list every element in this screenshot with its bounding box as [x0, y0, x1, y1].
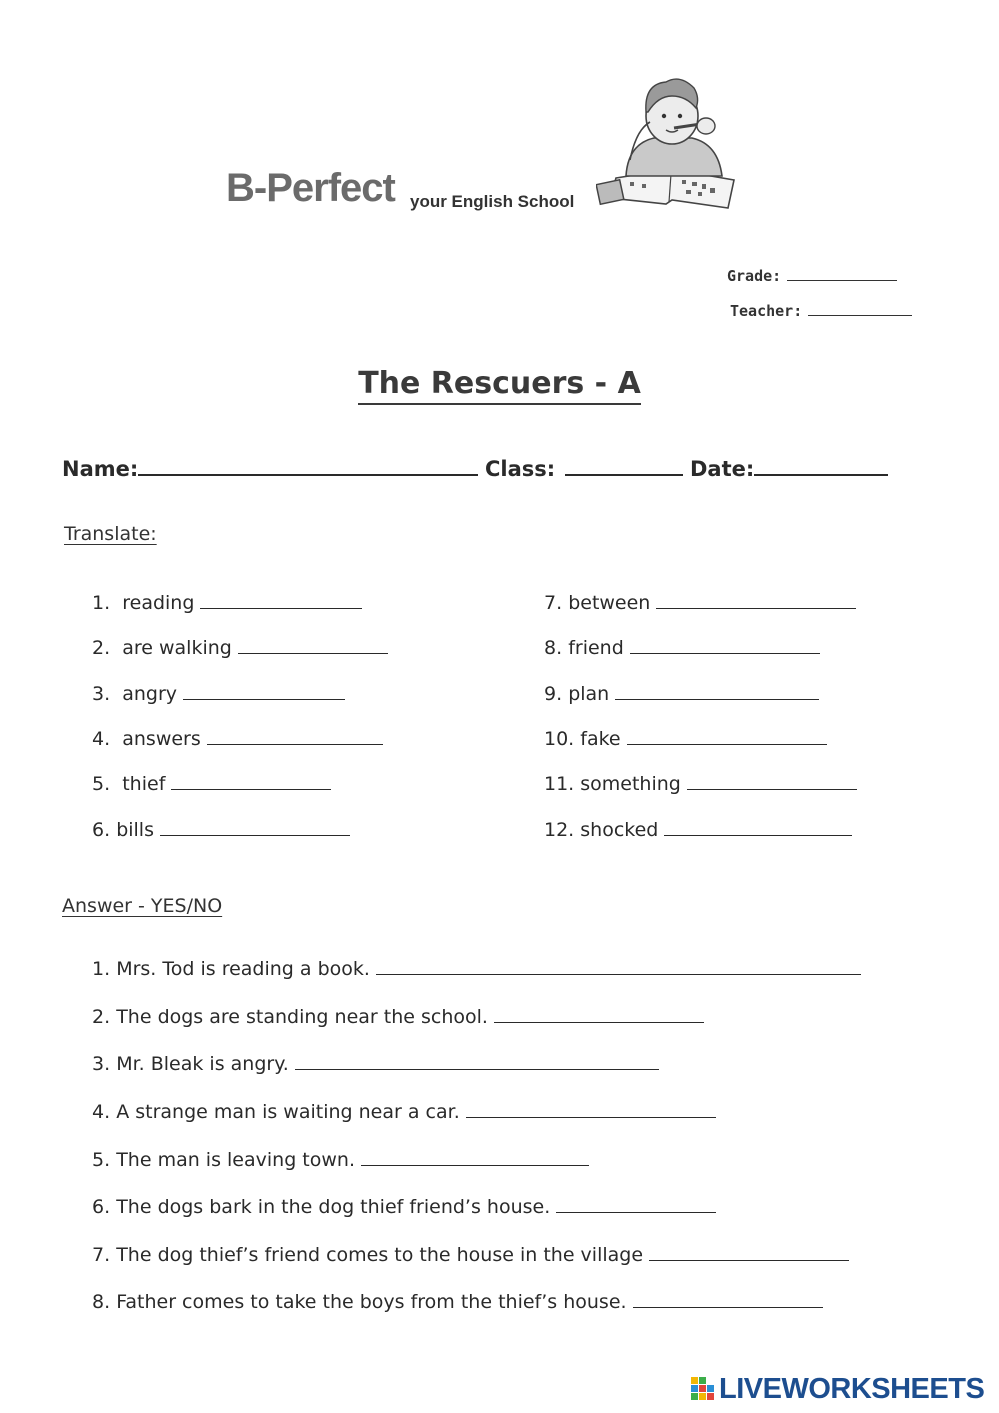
item-number: 10. — [544, 728, 575, 750]
question-item — [92, 1244, 849, 1266]
question-text: Mr. Bleak is angry. — [116, 1053, 289, 1075]
translate-item — [92, 637, 388, 659]
question-text: A strange man is waiting near a car. — [116, 1101, 460, 1123]
question-item — [92, 1196, 716, 1218]
item-word: fake — [580, 728, 621, 750]
item-word: friend — [568, 637, 624, 659]
item-word: shocked — [580, 819, 659, 841]
question-number: 5. — [92, 1149, 111, 1171]
answer-blank[interactable] — [556, 1196, 716, 1213]
date-field[interactable] — [690, 456, 888, 481]
question-text: Father comes to take the boys from the thief’s house. — [116, 1291, 627, 1313]
school-logo-subtitle: your English School — [410, 192, 575, 211]
question-number: 1. — [92, 958, 111, 980]
name-blank[interactable] — [138, 456, 478, 476]
answer-blank[interactable] — [656, 592, 856, 609]
question-text: The dogs are standing near the school. — [116, 1006, 488, 1028]
question-text: The dog thief’s friend comes to the house in the village — [116, 1244, 644, 1266]
answer-blank[interactable] — [171, 773, 331, 790]
item-number: 3. — [92, 683, 111, 705]
answer-blank[interactable] — [494, 1006, 704, 1023]
name-field[interactable] — [62, 456, 478, 481]
answer-blank[interactable] — [687, 773, 857, 790]
question-number: 2. — [92, 1006, 111, 1028]
translate-item — [544, 773, 857, 795]
item-word: thief — [122, 773, 166, 795]
teacher-label: Teacher: — [730, 302, 803, 320]
translate-heading: Translate: — [64, 523, 157, 545]
grade-label: Grade: — [727, 267, 782, 285]
question-item — [92, 1053, 659, 1075]
question-item — [92, 1291, 823, 1313]
translate-item — [544, 592, 856, 614]
question-number: 6. — [92, 1196, 111, 1218]
date-blank[interactable] — [754, 456, 888, 476]
item-number: 1. — [92, 592, 111, 614]
answer-blank[interactable] — [627, 728, 827, 745]
question-number: 3. — [92, 1053, 111, 1075]
answer-blank[interactable] — [160, 819, 350, 836]
class-field[interactable] — [485, 456, 683, 481]
translate-item — [92, 592, 362, 614]
school-logo-title: B-Perfect — [226, 166, 395, 210]
question-text: The man is leaving town. — [116, 1149, 355, 1171]
brand-text: LIVEWORKSHEETS — [719, 1373, 985, 1405]
item-number: 6. — [92, 819, 111, 841]
translate-item — [92, 683, 345, 705]
liveworksheets-brand — [690, 1374, 984, 1404]
question-item — [92, 1149, 589, 1171]
item-number: 5. — [92, 773, 111, 795]
answer-blank[interactable] — [615, 683, 819, 700]
item-number: 4. — [92, 728, 111, 750]
item-number: 8. — [544, 637, 563, 659]
answer-heading: Answer - YES/NO — [62, 895, 223, 917]
question-number: 7. — [92, 1244, 111, 1266]
translate-item — [92, 728, 383, 750]
question-number: 4. — [92, 1101, 111, 1123]
item-number: 2. — [92, 637, 111, 659]
answer-blank[interactable] — [376, 958, 861, 975]
answer-blank[interactable] — [200, 592, 362, 609]
item-word: between — [568, 592, 651, 614]
answer-blank[interactable] — [649, 1244, 849, 1261]
class-blank[interactable] — [565, 456, 683, 476]
item-number: 7. — [544, 592, 563, 614]
answer-blank[interactable] — [361, 1149, 589, 1166]
teacher-blank[interactable] — [808, 301, 912, 316]
question-item — [92, 958, 861, 980]
worksheet-title-wrap — [0, 366, 999, 405]
item-number: 9. — [544, 683, 563, 705]
worksheet-title: The Rescuers - A — [358, 366, 641, 405]
question-text: Mrs. Tod is reading a book. — [116, 958, 370, 980]
answer-blank[interactable] — [664, 819, 852, 836]
item-word: plan — [568, 683, 610, 705]
item-word: reading — [122, 592, 195, 614]
item-number: 12. — [544, 819, 575, 841]
boy-reading-illustration — [596, 70, 746, 215]
answer-blank[interactable] — [295, 1053, 659, 1070]
question-item — [92, 1101, 716, 1123]
answer-blank[interactable] — [630, 637, 820, 654]
question-text: The dogs bark in the dog thief friend’s house. — [116, 1196, 551, 1218]
item-word: answers — [122, 728, 201, 750]
item-number: 11. — [544, 773, 575, 795]
date-label: Date: — [690, 457, 755, 481]
answer-blank[interactable] — [183, 683, 345, 700]
item-word: bills — [116, 819, 154, 841]
item-word: something — [580, 773, 681, 795]
answer-blank[interactable] — [238, 637, 388, 654]
translate-item — [92, 819, 350, 841]
question-number: 8. — [92, 1291, 111, 1313]
translate-item — [544, 819, 852, 841]
item-word: angry — [122, 683, 178, 705]
translate-item — [544, 637, 820, 659]
grade-field[interactable] — [727, 266, 897, 285]
answer-blank[interactable] — [207, 728, 383, 745]
item-word: are walking — [122, 637, 232, 659]
question-item — [92, 1006, 704, 1028]
answer-blank[interactable] — [633, 1291, 823, 1308]
translate-item — [92, 773, 331, 795]
teacher-field[interactable] — [730, 301, 912, 320]
answer-blank[interactable] — [466, 1101, 716, 1118]
liveworksheets-logo-icon — [690, 1376, 716, 1402]
class-label: Class: — [485, 457, 556, 481]
translate-item — [544, 728, 827, 750]
translate-item — [544, 683, 819, 705]
name-label: Name: — [62, 457, 139, 481]
grade-blank[interactable] — [787, 266, 897, 281]
